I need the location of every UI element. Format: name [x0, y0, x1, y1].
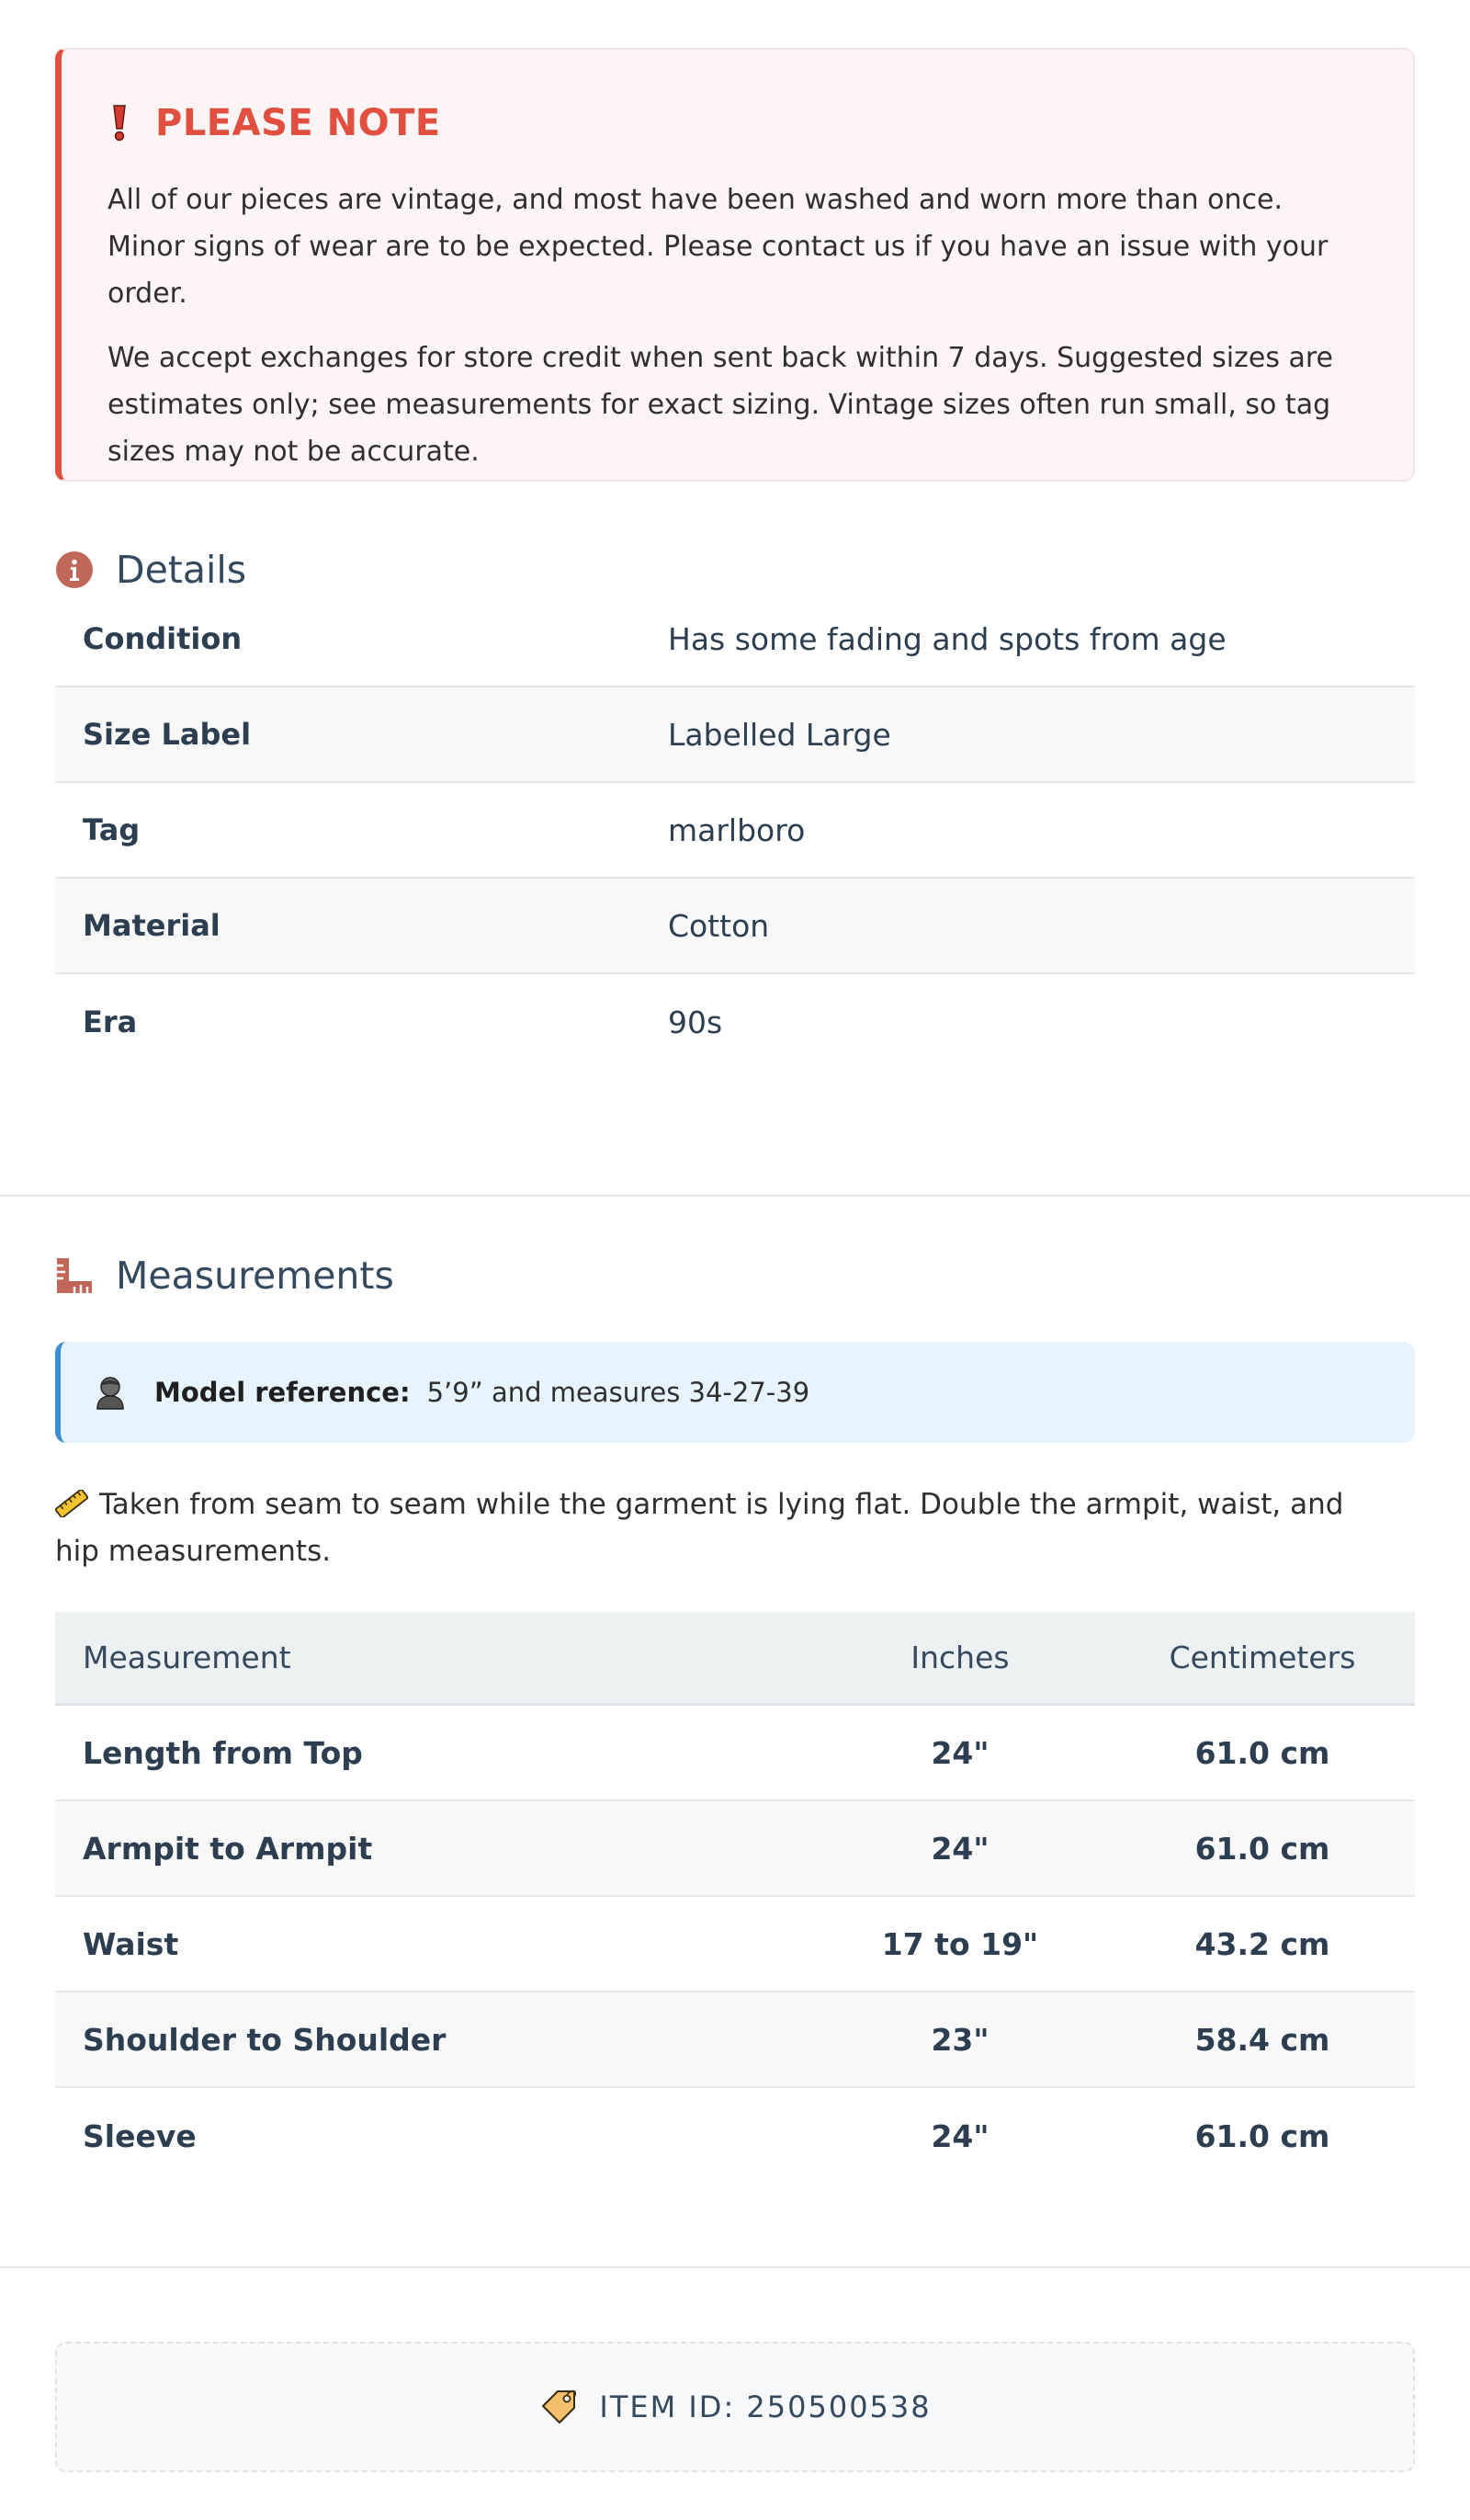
- table-row: [55, 1706, 1415, 1801]
- measurement-inches: 24": [931, 1830, 989, 1867]
- details-label: Condition: [83, 621, 243, 656]
- measurement-cm: 61.0 cm: [1194, 1830, 1330, 1867]
- details-title: Details: [116, 548, 247, 592]
- details-row: [55, 592, 1415, 687]
- details-label: Era: [83, 1005, 138, 1039]
- details-label: Tag: [83, 812, 141, 847]
- measurement-name: Sleeve: [83, 2117, 197, 2154]
- measurements-header: [55, 1252, 394, 1300]
- notice-header: [107, 101, 1367, 145]
- details-row: [55, 783, 1415, 879]
- column-header: Inches: [910, 1640, 1010, 1675]
- measurement-inches: 23": [931, 2021, 989, 2058]
- notice-paragraph: All of our pieces are vintage, and most have been washed and worn more than once. Minor signs of wear are to be expected. Please contact us if you have an issue with your order.: [107, 184, 1329, 310]
- details-table: [55, 592, 1415, 1070]
- measurement-name: Waist: [83, 1925, 179, 1962]
- measurements-table: [55, 1612, 1415, 2184]
- measurement-cm: 61.0 cm: [1194, 1734, 1330, 1771]
- model-reference: [55, 1342, 1415, 1443]
- details-row: [55, 687, 1415, 783]
- measurement-inches: 24": [931, 1734, 989, 1771]
- column-header: Centimeters: [1169, 1640, 1356, 1675]
- measurement-cm: 58.4 cm: [1194, 2021, 1330, 2058]
- details-value: Labelled Large: [668, 716, 891, 753]
- section-divider: [0, 1195, 1470, 1197]
- table-row: [55, 1801, 1415, 1897]
- details-value: 90s: [668, 1004, 723, 1040]
- ruler-icon: [55, 1256, 94, 1295]
- measurement-cm: 61.0 cm: [1194, 2117, 1330, 2154]
- details-value: Cotton: [668, 907, 770, 944]
- details-value: marlboro: [668, 812, 806, 848]
- item-id-box: [55, 2342, 1415, 2472]
- table-header-row: [55, 1612, 1415, 1706]
- notice-paragraph: We accept exchanges for store credit when sent back within 7 days. Suggested sizes are estimates only; see measurements for exact sizing. Vintage sizes often run small, so tag sizes may not be accurate.: [107, 342, 1334, 468]
- details-row: [55, 974, 1415, 1070]
- model-reference-value: 5’9” and measures 34-27-39: [426, 1377, 810, 1408]
- measurements-title: Measurements: [116, 1254, 394, 1298]
- details-row: [55, 879, 1415, 974]
- details-header: [55, 546, 246, 594]
- section-divider: [0, 2266, 1470, 2268]
- notice-box: [55, 48, 1415, 482]
- measurement-instructions-text: Taken from seam to seam while the garment is lying flat. Double the armpit, waist, and hip measurements.: [55, 1488, 1344, 1568]
- details-label: Material: [83, 908, 220, 943]
- details-label: Size Label: [83, 717, 252, 752]
- measurement-name: Shoulder to Shoulder: [83, 2021, 447, 2058]
- column-header: Measurement: [83, 1640, 291, 1675]
- notice-title: PLEASE NOTE: [155, 102, 441, 144]
- measurement-name: Length from Top: [83, 1734, 363, 1771]
- measurement-inches: 24": [931, 2117, 989, 2154]
- model-reference-label: Model reference:: [154, 1377, 411, 1408]
- measurement-inches: 17 to 19": [881, 1925, 1039, 1962]
- measurement-cm: 43.2 cm: [1194, 1925, 1330, 1962]
- table-row: [55, 2088, 1415, 2184]
- measurement-name: Armpit to Armpit: [83, 1830, 373, 1867]
- measurement-instructions: [55, 1481, 1360, 1575]
- table-row: [55, 1897, 1415, 1992]
- tag-icon: [538, 2387, 579, 2427]
- person-icon: [94, 1374, 127, 1411]
- info-icon: [55, 551, 94, 589]
- item-id-text: ITEM ID: 250500538: [599, 2389, 932, 2424]
- details-value: Has some fading and spots from age: [668, 620, 1227, 657]
- table-row: [55, 1992, 1415, 2088]
- pencil-ruler-icon: [55, 1485, 88, 1513]
- exclamation-icon: [107, 105, 131, 142]
